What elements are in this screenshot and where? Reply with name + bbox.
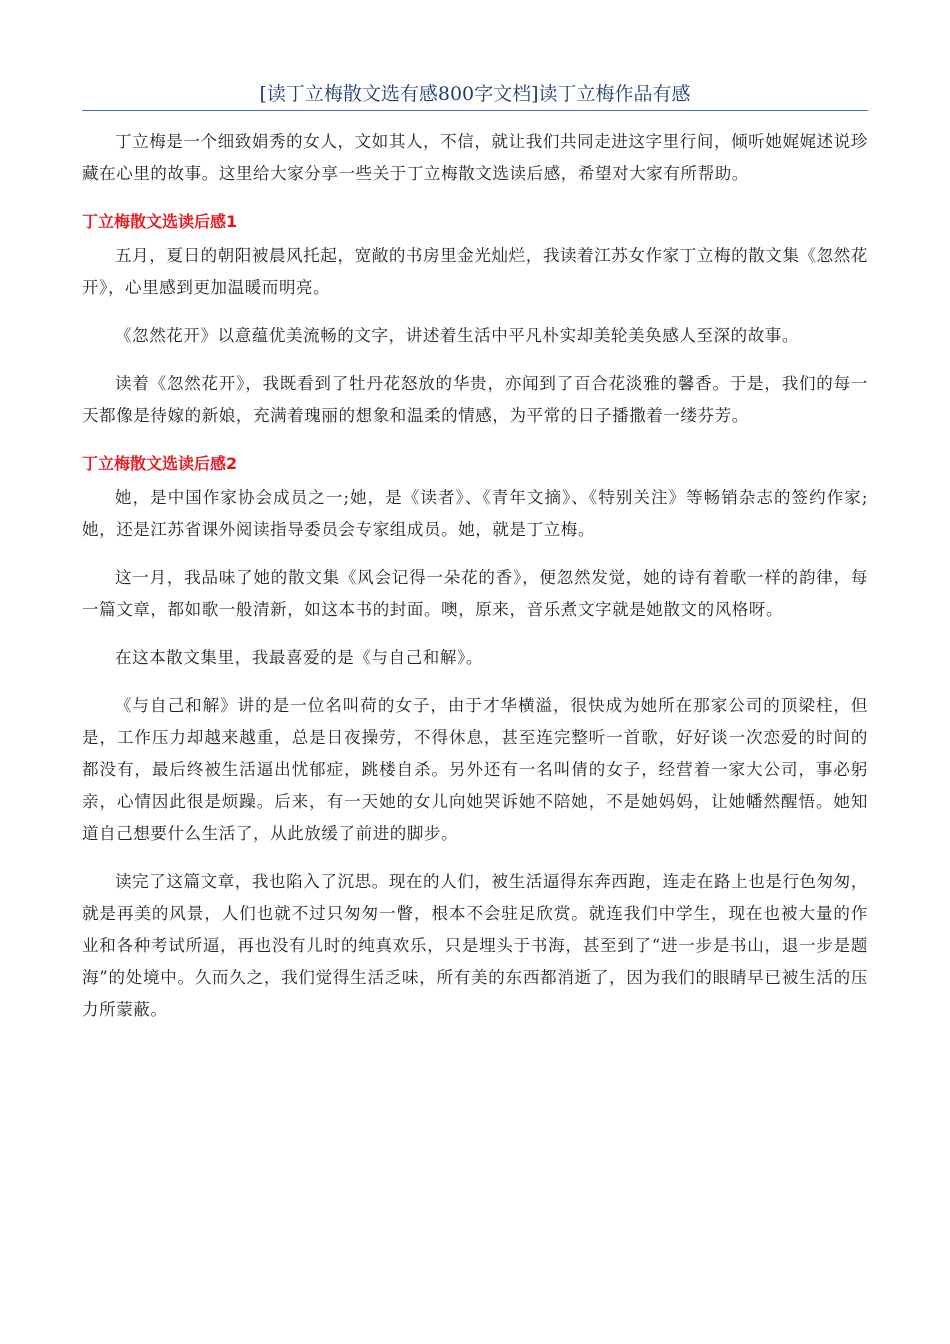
- section-heading-2: 丁立梅散文选读后感2: [82, 454, 238, 473]
- section-2-paragraph: 她，是中国作家协会成员之一;她，是《读者》、《青年文摘》、《特别关注》等畅销杂志的签约作家;她，还是江苏省课外阅读指导委员会专家组成员。她，就是丁立梅。: [82, 488, 868, 539]
- document-body: [82, 126, 868, 1042]
- section-2-paragraph: 《与自己和解》讲的是一位名叫荷的女子，由于才华横溢，很快成为她所在那家公司的顶梁柱，但是，工作压力却越来越重，总是日夜操劳，不得休息，甚至连完整听一首歌，好好谈一次恋爱的时间的都没有，最后终被生活逼出忧郁症，跳楼自杀。另外还有一名叫倩的女子，经营着一家大公司，事必躬亲，心情因此很是烦躁。后来，有一天她的女儿向她哭诉她不陪她，不是她妈妈，让她幡然醒悟。她知道自己想要什么生活了，从此放缓了前进的脚步。: [82, 696, 868, 843]
- title-underline: [82, 110, 868, 111]
- document-title: [读丁立梅散文选有感800字文档]读丁立梅作品有感: [259, 83, 691, 105]
- section-2-paragraph: 这一月，我品味了她的散文集《风会记得一朵花的香》，便忽然发觉，她的诗有着歌一样的韵律，每一篇文章，都如歌一般清新，如这本书的封面。噢，原来，音乐煮文字就是她散文的风格呀。: [82, 568, 868, 619]
- section-2-paragraph: 读完了这篇文章，我也陷入了沉思。现在的人们，被生活逼得东奔西跑，连走在路上也是行色匆匆，就是再美的风景，人们也就不过只匆匆一瞥，根本不会驻足欣赏。就连我们中学生，现在也被大量的作业和各种考试所逼，再也没有儿时的纯真欢乐，只是埋头于书海，甚至到了“进一步是书山，退一步是题海”的处境中。久而久之，我们觉得生活乏味，所有美的东西都消逝了，因为我们的眼睛早已被生活的压力所蒙蔽。: [82, 872, 868, 1019]
- section-1-paragraph: 五月，夏日的朝阳被晨风托起，宽敞的书房里金光灿烂，我读着江苏女作家丁立梅的散文集《忽然花开》，心里感到更加温暖而明亮。: [82, 246, 868, 297]
- intro-paragraph: 丁立梅是一个细致娟秀的女人，文如其人，不信，就让我们共同走进这字里行间，倾听她娓娓述说珍藏在心里的故事。这里给大家分享一些关于丁立梅散文选读后感，希望对大家有所帮助。: [82, 132, 868, 183]
- section-1-paragraph: 《忽然花开》以意蕴优美流畅的文字，讲述着生活中平凡朴实却美轮美奂感人至深的故事。: [115, 326, 799, 345]
- section-1-paragraph: 读着《忽然花开》，我既看到了牡丹花怒放的华贵，亦闻到了百合花淡雅的馨香。于是，我们的每一天都像是待嫁的新娘，充满着瑰丽的想象和温柔的情感，为平常的日子播撒着一缕芬芳。: [82, 374, 868, 425]
- section-2-paragraph: 在这本散文集里，我最喜爱的是《与自己和解》。: [115, 648, 483, 667]
- section-heading-1: 丁立梅散文选读后感1: [82, 212, 238, 231]
